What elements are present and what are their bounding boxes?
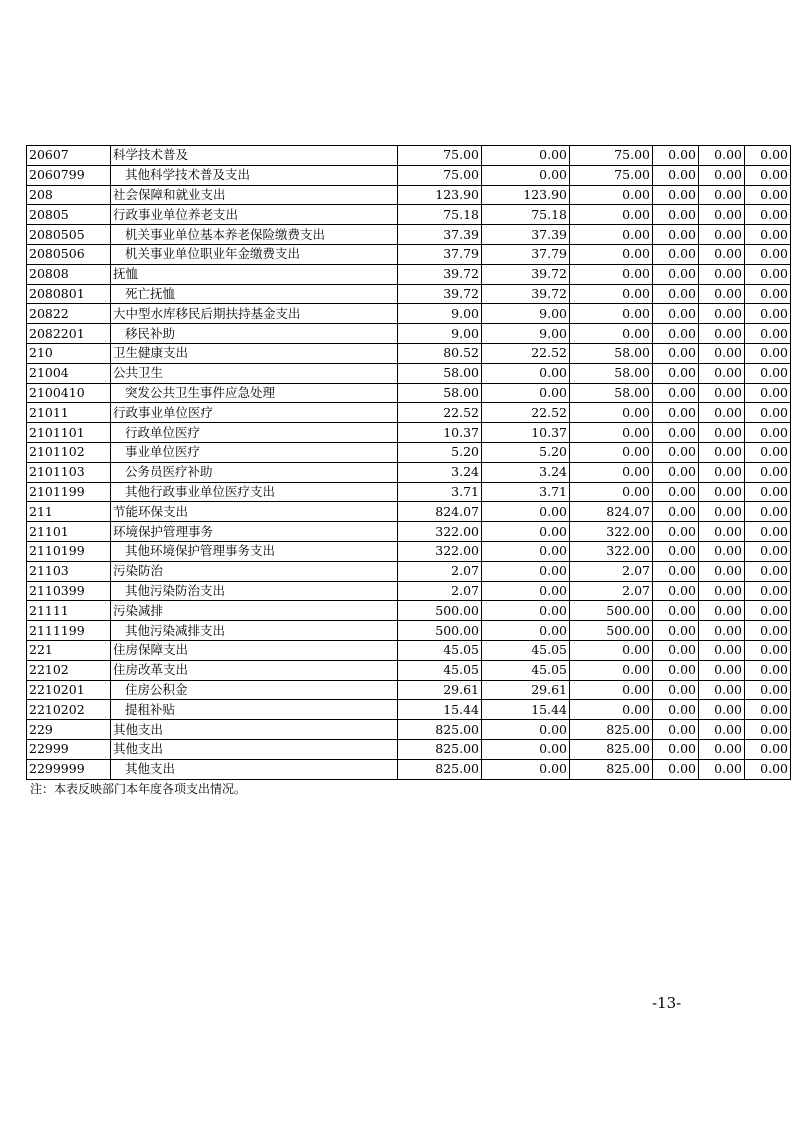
other-cell-2: 0.00 [699,640,745,660]
other-cell-2: 0.00 [699,601,745,621]
total-cell: 322.00 [398,541,482,561]
basic-cell: 39.72 [482,284,570,304]
table-row [27,561,791,581]
subject-code-cell: 2101102 [27,442,111,462]
basic-cell: 0.00 [482,581,570,601]
other-cell-3: 0.00 [745,462,791,482]
other-cell-1: 0.00 [653,621,699,641]
total-cell: 45.05 [398,640,482,660]
project-cell: 500.00 [570,621,653,641]
basic-cell: 0.00 [482,739,570,759]
other-cell-1: 0.00 [653,363,699,383]
expense-table-body [27,146,791,780]
other-cell-2: 0.00 [699,225,745,245]
subject-name-cell: 其他行政事业单位医疗支出 [111,482,398,502]
other-cell-2: 0.00 [699,482,745,502]
project-cell: 825.00 [570,759,653,779]
subject-name-cell: 社会保障和就业支出 [111,185,398,205]
other-cell-1: 0.00 [653,541,699,561]
other-cell-3: 0.00 [745,383,791,403]
total-cell: 75.18 [398,205,482,225]
subject-name-cell: 移民补助 [111,324,398,344]
subject-name-cell: 其他环境保护管理事务支出 [111,541,398,561]
basic-cell: 0.00 [482,165,570,185]
other-cell-2: 0.00 [699,581,745,601]
project-cell: 58.00 [570,383,653,403]
table-note: 注：本表反映部门本年度各项支出情况。 [30,782,247,796]
basic-cell: 75.18 [482,205,570,225]
table-row [27,700,791,720]
subject-code-cell: 21101 [27,522,111,542]
other-cell-3: 0.00 [745,225,791,245]
other-cell-1: 0.00 [653,522,699,542]
project-cell: 500.00 [570,601,653,621]
project-cell: 75.00 [570,165,653,185]
subject-code-cell: 2082201 [27,324,111,344]
subject-name-cell: 卫生健康支出 [111,343,398,363]
other-cell-3: 0.00 [745,442,791,462]
other-cell-3: 0.00 [745,343,791,363]
project-cell: 0.00 [570,284,653,304]
subject-name-cell: 住房保障支出 [111,640,398,660]
basic-cell: 37.39 [482,225,570,245]
project-cell: 0.00 [570,225,653,245]
other-cell-3: 0.00 [745,739,791,759]
other-cell-1: 0.00 [653,482,699,502]
project-cell: 825.00 [570,720,653,740]
subject-code-cell: 211 [27,502,111,522]
total-cell: 80.52 [398,343,482,363]
basic-cell: 0.00 [482,502,570,522]
subject-code-cell: 2299999 [27,759,111,779]
other-cell-3: 0.00 [745,720,791,740]
table-row [27,403,791,423]
other-cell-2: 0.00 [699,561,745,581]
table-row [27,225,791,245]
other-cell-1: 0.00 [653,601,699,621]
table-row [27,660,791,680]
subject-code-cell: 2210201 [27,680,111,700]
subject-name-cell: 其他污染减排支出 [111,621,398,641]
subject-code-cell: 22102 [27,660,111,680]
other-cell-3: 0.00 [745,244,791,264]
other-cell-3: 0.00 [745,601,791,621]
total-cell: 825.00 [398,759,482,779]
total-cell: 2.07 [398,581,482,601]
other-cell-3: 0.00 [745,403,791,423]
subject-code-cell: 21111 [27,601,111,621]
subject-name-cell: 死亡抚恤 [111,284,398,304]
subject-name-cell: 其他支出 [111,739,398,759]
other-cell-2: 0.00 [699,304,745,324]
subject-code-cell: 2101199 [27,482,111,502]
other-cell-3: 0.00 [745,581,791,601]
subject-name-cell: 环境保护管理事务 [111,522,398,542]
other-cell-1: 0.00 [653,185,699,205]
total-cell: 15.44 [398,700,482,720]
other-cell-2: 0.00 [699,403,745,423]
subject-code-cell: 2110399 [27,581,111,601]
project-cell: 0.00 [570,640,653,660]
other-cell-1: 0.00 [653,423,699,443]
total-cell: 10.37 [398,423,482,443]
basic-cell: 39.72 [482,264,570,284]
other-cell-1: 0.00 [653,165,699,185]
other-cell-2: 0.00 [699,363,745,383]
subject-name-cell: 事业单位医疗 [111,442,398,462]
other-cell-1: 0.00 [653,205,699,225]
other-cell-2: 0.00 [699,720,745,740]
basic-cell: 0.00 [482,601,570,621]
subject-name-cell: 突发公共卫生事件应急处理 [111,383,398,403]
other-cell-3: 0.00 [745,324,791,344]
other-cell-3: 0.00 [745,700,791,720]
other-cell-3: 0.00 [745,522,791,542]
other-cell-1: 0.00 [653,264,699,284]
basic-cell: 0.00 [482,363,570,383]
total-cell: 5.20 [398,442,482,462]
subject-name-cell: 抚恤 [111,264,398,284]
subject-name-cell: 其他支出 [111,759,398,779]
subject-name-cell: 其他科学技术普及支出 [111,165,398,185]
other-cell-1: 0.00 [653,739,699,759]
subject-code-cell: 20607 [27,146,111,166]
table-row [27,581,791,601]
project-cell: 0.00 [570,482,653,502]
other-cell-1: 0.00 [653,304,699,324]
total-cell: 825.00 [398,720,482,740]
project-cell: 0.00 [570,324,653,344]
subject-code-cell: 20808 [27,264,111,284]
subject-code-cell: 2060799 [27,165,111,185]
subject-code-cell: 208 [27,185,111,205]
table-row [27,522,791,542]
basic-cell: 0.00 [482,759,570,779]
other-cell-3: 0.00 [745,502,791,522]
other-cell-2: 0.00 [699,324,745,344]
other-cell-2: 0.00 [699,660,745,680]
page-number: -13- [652,994,682,1012]
other-cell-3: 0.00 [745,482,791,502]
other-cell-1: 0.00 [653,462,699,482]
subject-code-cell: 2111199 [27,621,111,641]
subject-name-cell: 公共卫生 [111,363,398,383]
basic-cell: 22.52 [482,403,570,423]
project-cell: 0.00 [570,403,653,423]
table-row [27,541,791,561]
total-cell: 45.05 [398,660,482,680]
table-row [27,383,791,403]
other-cell-3: 0.00 [745,561,791,581]
other-cell-2: 0.00 [699,621,745,641]
total-cell: 3.71 [398,482,482,502]
other-cell-3: 0.00 [745,185,791,205]
other-cell-3: 0.00 [745,205,791,225]
other-cell-2: 0.00 [699,759,745,779]
other-cell-1: 0.00 [653,244,699,264]
table-row [27,462,791,482]
project-cell: 58.00 [570,363,653,383]
subject-name-cell: 行政单位医疗 [111,423,398,443]
total-cell: 39.72 [398,284,482,304]
total-cell: 2.07 [398,561,482,581]
total-cell: 3.24 [398,462,482,482]
subject-code-cell: 2100410 [27,383,111,403]
other-cell-3: 0.00 [745,146,791,166]
other-cell-2: 0.00 [699,244,745,264]
basic-cell: 0.00 [482,383,570,403]
other-cell-2: 0.00 [699,522,745,542]
other-cell-1: 0.00 [653,383,699,403]
table-row [27,146,791,166]
project-cell: 0.00 [570,680,653,700]
other-cell-1: 0.00 [653,640,699,660]
project-cell: 2.07 [570,561,653,581]
total-cell: 825.00 [398,739,482,759]
project-cell: 0.00 [570,462,653,482]
other-cell-2: 0.00 [699,462,745,482]
other-cell-3: 0.00 [745,363,791,383]
other-cell-2: 0.00 [699,700,745,720]
basic-cell: 29.61 [482,680,570,700]
other-cell-3: 0.00 [745,680,791,700]
total-cell: 37.39 [398,225,482,245]
other-cell-1: 0.00 [653,720,699,740]
other-cell-2: 0.00 [699,165,745,185]
table-row [27,244,791,264]
other-cell-2: 0.00 [699,739,745,759]
other-cell-1: 0.00 [653,502,699,522]
subject-code-cell: 2080505 [27,225,111,245]
subject-name-cell: 污染减排 [111,601,398,621]
basic-cell: 0.00 [482,522,570,542]
project-cell: 2.07 [570,581,653,601]
other-cell-1: 0.00 [653,561,699,581]
subject-name-cell: 科学技术普及 [111,146,398,166]
other-cell-1: 0.00 [653,146,699,166]
other-cell-1: 0.00 [653,284,699,304]
subject-name-cell: 住房公积金 [111,680,398,700]
basic-cell: 0.00 [482,621,570,641]
project-cell: 0.00 [570,660,653,680]
subject-name-cell: 机关事业单位基本养老保险缴费支出 [111,225,398,245]
other-cell-2: 0.00 [699,185,745,205]
subject-code-cell: 22999 [27,739,111,759]
table-row [27,363,791,383]
total-cell: 58.00 [398,383,482,403]
table-row [27,759,791,779]
other-cell-2: 0.00 [699,146,745,166]
table-row [27,284,791,304]
other-cell-3: 0.00 [745,660,791,680]
other-cell-1: 0.00 [653,700,699,720]
other-cell-3: 0.00 [745,423,791,443]
basic-cell: 22.52 [482,343,570,363]
total-cell: 75.00 [398,165,482,185]
other-cell-1: 0.00 [653,225,699,245]
table-row [27,739,791,759]
other-cell-3: 0.00 [745,759,791,779]
total-cell: 500.00 [398,601,482,621]
other-cell-3: 0.00 [745,284,791,304]
subject-name-cell: 污染防治 [111,561,398,581]
total-cell: 500.00 [398,621,482,641]
subject-name-cell: 行政事业单位养老支出 [111,205,398,225]
project-cell: 322.00 [570,522,653,542]
project-cell: 322.00 [570,541,653,561]
total-cell: 29.61 [398,680,482,700]
project-cell: 0.00 [570,700,653,720]
subject-name-cell: 公务员医疗补助 [111,462,398,482]
project-cell: 0.00 [570,304,653,324]
project-cell: 825.00 [570,739,653,759]
other-cell-2: 0.00 [699,383,745,403]
project-cell: 0.00 [570,423,653,443]
project-cell: 0.00 [570,264,653,284]
other-cell-2: 0.00 [699,442,745,462]
subject-code-cell: 2210202 [27,700,111,720]
total-cell: 322.00 [398,522,482,542]
other-cell-2: 0.00 [699,502,745,522]
other-cell-3: 0.00 [745,621,791,641]
project-cell: 58.00 [570,343,653,363]
table-row [27,482,791,502]
subject-name-cell: 其他污染防治支出 [111,581,398,601]
table-row [27,720,791,740]
table-row [27,621,791,641]
project-cell: 0.00 [570,205,653,225]
other-cell-1: 0.00 [653,343,699,363]
subject-code-cell: 2080801 [27,284,111,304]
other-cell-2: 0.00 [699,264,745,284]
basic-cell: 10.37 [482,423,570,443]
other-cell-2: 0.00 [699,205,745,225]
basic-cell: 0.00 [482,720,570,740]
basic-cell: 123.90 [482,185,570,205]
other-cell-2: 0.00 [699,343,745,363]
project-cell: 75.00 [570,146,653,166]
subject-name-cell: 行政事业单位医疗 [111,403,398,423]
other-cell-3: 0.00 [745,541,791,561]
total-cell: 123.90 [398,185,482,205]
subject-name-cell: 住房改革支出 [111,660,398,680]
other-cell-2: 0.00 [699,284,745,304]
subject-code-cell: 20822 [27,304,111,324]
table-row [27,343,791,363]
subject-code-cell: 2101101 [27,423,111,443]
subject-code-cell: 2110199 [27,541,111,561]
total-cell: 22.52 [398,403,482,423]
other-cell-1: 0.00 [653,403,699,423]
total-cell: 37.79 [398,244,482,264]
subject-name-cell: 机关事业单位职业年金缴费支出 [111,244,398,264]
subject-code-cell: 21011 [27,403,111,423]
other-cell-1: 0.00 [653,680,699,700]
other-cell-3: 0.00 [745,264,791,284]
table-row [27,185,791,205]
table-row [27,680,791,700]
total-cell: 9.00 [398,324,482,344]
project-cell: 0.00 [570,442,653,462]
table-row [27,601,791,621]
other-cell-2: 0.00 [699,423,745,443]
table-row [27,304,791,324]
subject-code-cell: 210 [27,343,111,363]
total-cell: 824.07 [398,502,482,522]
expense-table-container [26,145,791,780]
table-row [27,205,791,225]
other-cell-1: 0.00 [653,759,699,779]
other-cell-3: 0.00 [745,165,791,185]
table-row [27,423,791,443]
subject-name-cell: 其他支出 [111,720,398,740]
subject-code-cell: 221 [27,640,111,660]
other-cell-3: 0.00 [745,304,791,324]
table-row [27,640,791,660]
total-cell: 9.00 [398,304,482,324]
subject-name-cell: 大中型水库移民后期扶持基金支出 [111,304,398,324]
table-row [27,502,791,522]
table-row [27,324,791,344]
basic-cell: 3.24 [482,462,570,482]
other-cell-1: 0.00 [653,660,699,680]
subject-code-cell: 2080506 [27,244,111,264]
subject-code-cell: 2101103 [27,462,111,482]
basic-cell: 15.44 [482,700,570,720]
project-cell: 0.00 [570,185,653,205]
total-cell: 75.00 [398,146,482,166]
basic-cell: 0.00 [482,541,570,561]
total-cell: 58.00 [398,363,482,383]
subject-name-cell: 节能环保支出 [111,502,398,522]
project-cell: 0.00 [570,244,653,264]
basic-cell: 0.00 [482,146,570,166]
subject-code-cell: 20805 [27,205,111,225]
table-row [27,165,791,185]
other-cell-1: 0.00 [653,442,699,462]
other-cell-2: 0.00 [699,680,745,700]
expense-table [26,145,791,780]
subject-code-cell: 21004 [27,363,111,383]
other-cell-2: 0.00 [699,541,745,561]
other-cell-1: 0.00 [653,581,699,601]
subject-code-cell: 21103 [27,561,111,581]
subject-code-cell: 229 [27,720,111,740]
other-cell-3: 0.00 [745,640,791,660]
basic-cell: 45.05 [482,660,570,680]
basic-cell: 37.79 [482,244,570,264]
basic-cell: 9.00 [482,324,570,344]
basic-cell: 5.20 [482,442,570,462]
project-cell: 824.07 [570,502,653,522]
table-row [27,442,791,462]
basic-cell: 45.05 [482,640,570,660]
total-cell: 39.72 [398,264,482,284]
table-row [27,264,791,284]
basic-cell: 3.71 [482,482,570,502]
subject-name-cell: 提租补贴 [111,700,398,720]
basic-cell: 9.00 [482,304,570,324]
other-cell-1: 0.00 [653,324,699,344]
basic-cell: 0.00 [482,561,570,581]
